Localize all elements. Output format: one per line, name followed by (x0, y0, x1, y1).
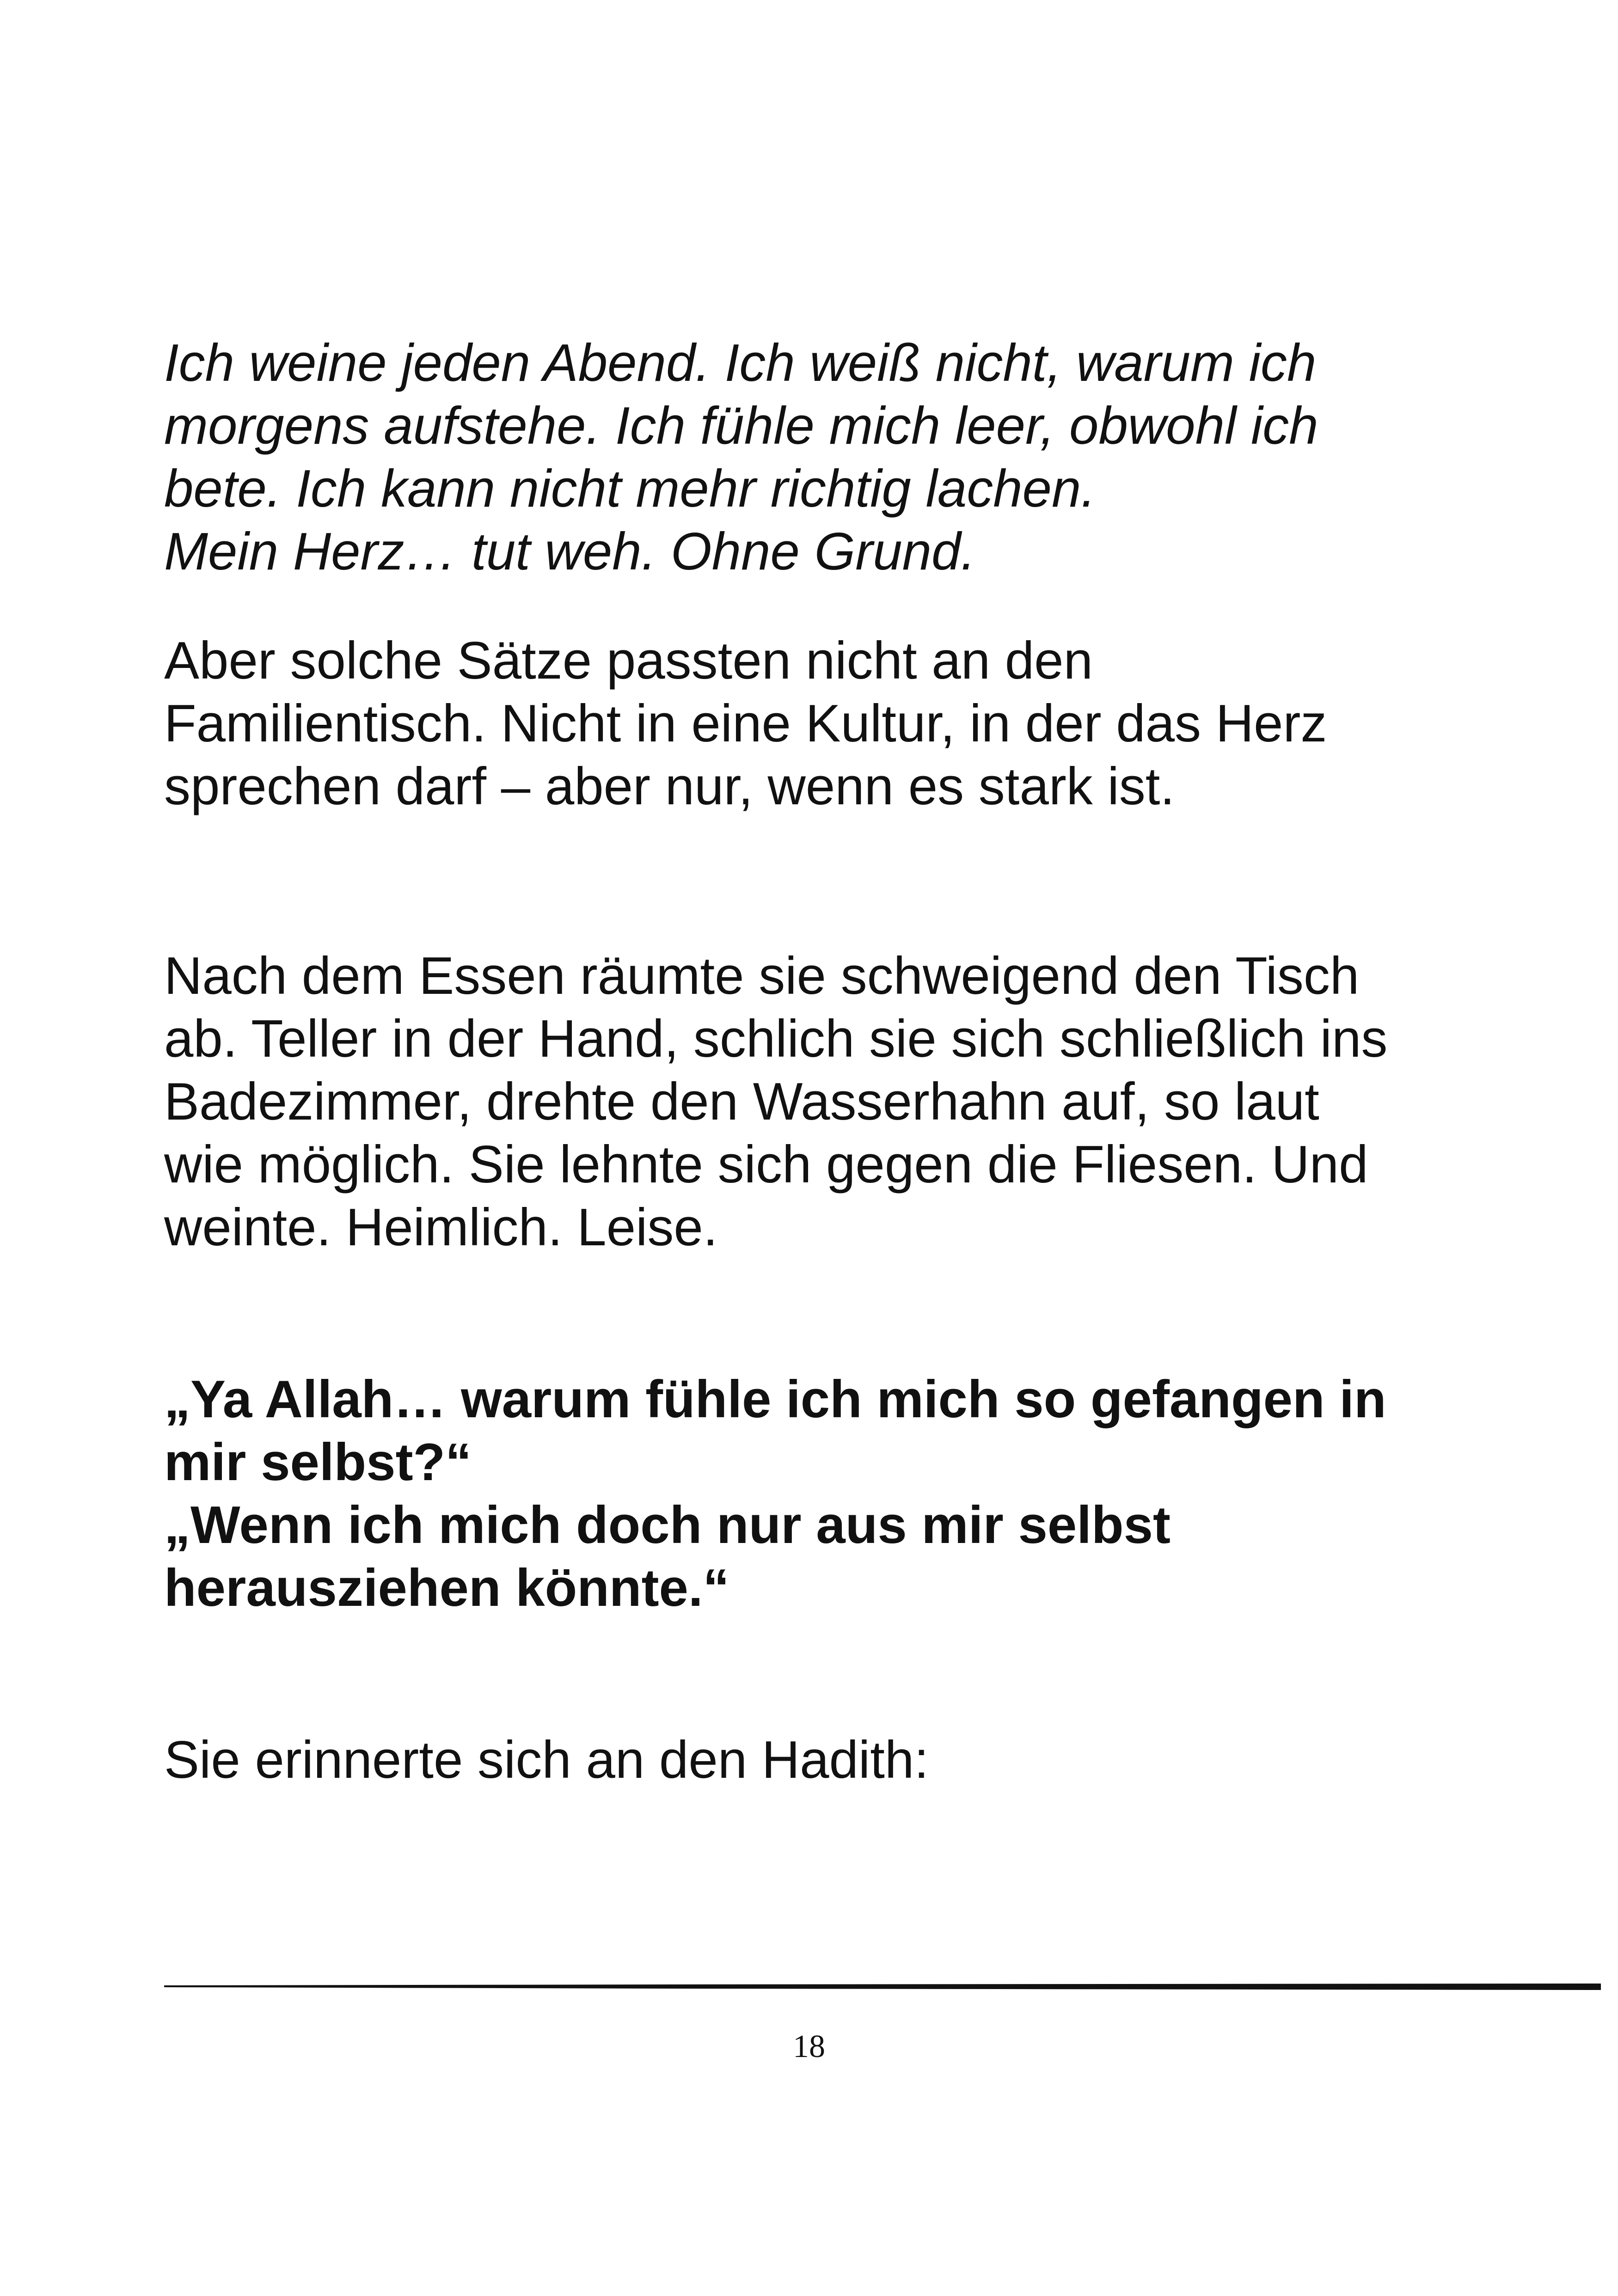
footer-rule (164, 1983, 1601, 1990)
paragraph-family-table: Aber solche Sätze passten nicht an den Familientisch. Nicht in eine Kultur, in der das Herz sprechen darf – aber nur, wenn es stark ist. (164, 631, 1327, 816)
page-number: 18 (793, 2029, 825, 2064)
paragraph-bathroom: Nach dem Essen räumte sie schweigend den Tisch ab. Teller in der Hand, schlich sie sich schließlich ins Badezimmer, drehte den Wasserhahn auf, so laut wie möglich. Sie lehnte sich gegen die Fliesen. Und weinte. Heimlich. Leise. (164, 947, 1388, 1257)
diary-excerpt: Ich weine jeden Abend. Ich weiß nicht, warum ich morgens aufstehe. Ich fühle mich leer, obwohl ich bete. Ich kann nicht mehr richtig lachen. Mein Herz… tut weh. Ohne Grund. (164, 334, 1318, 581)
closing-line: Sie erinnerte sich an den Hadith: (164, 1731, 929, 1789)
prayer-quote: „Ya Allah… warum fühle ich mich so gefangen in mir selbst?“ „Wenn ich mich doch nur aus mir selbst herausziehen könnte.“ (164, 1370, 1386, 1617)
